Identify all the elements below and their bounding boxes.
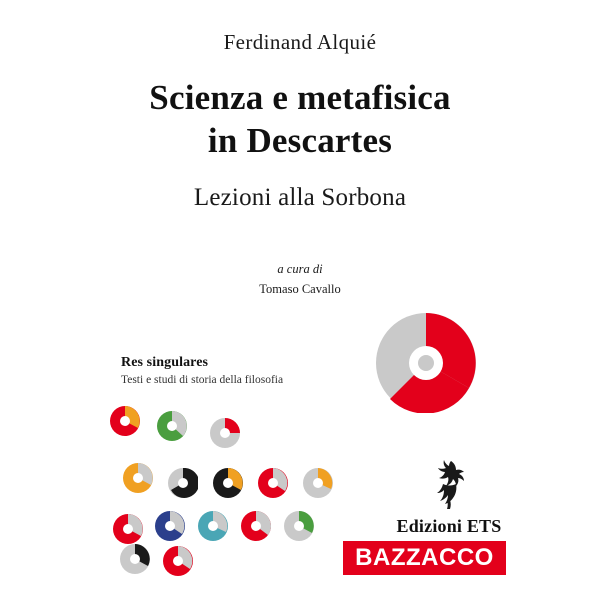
dot bbox=[155, 511, 185, 541]
dot bbox=[258, 468, 288, 498]
publisher-block bbox=[384, 456, 514, 537]
series-block bbox=[121, 355, 283, 386]
dot bbox=[241, 511, 271, 541]
dot bbox=[210, 418, 240, 448]
author-name: Ferdinand Alquié bbox=[223, 30, 377, 54]
pie-dots-icon bbox=[110, 406, 340, 566]
series-name: Res singulares bbox=[121, 355, 209, 370]
title-block bbox=[0, 30, 600, 299]
dot bbox=[110, 406, 140, 436]
dot bbox=[303, 468, 333, 498]
curator-label: a cura di bbox=[277, 262, 323, 277]
page-title bbox=[0, 77, 600, 162]
curator-block bbox=[0, 260, 600, 299]
dot bbox=[284, 511, 314, 541]
dot bbox=[198, 511, 228, 541]
dot bbox=[213, 468, 243, 498]
dot bbox=[123, 463, 153, 493]
publisher-name: Edizioni ETS bbox=[396, 516, 502, 536]
title-line-1: Scienza e metafisica bbox=[149, 78, 451, 117]
series-description: Testi e studi di storia della filosofia bbox=[121, 374, 284, 386]
dot bbox=[157, 411, 187, 441]
curator-name: Tomaso Cavallo bbox=[259, 281, 341, 296]
title-line-2: in Descartes bbox=[207, 120, 393, 160]
pegasus-icon bbox=[421, 456, 477, 512]
dot bbox=[163, 546, 193, 576]
subtitle: Lezioni alla Sorbona bbox=[193, 184, 407, 212]
imprint-label: BAZZACCO bbox=[355, 544, 494, 571]
dot bbox=[120, 544, 150, 574]
pie-chart-logo-icon bbox=[376, 313, 476, 413]
imprint-bar bbox=[343, 541, 506, 575]
dot bbox=[113, 514, 143, 544]
dot bbox=[168, 468, 198, 498]
